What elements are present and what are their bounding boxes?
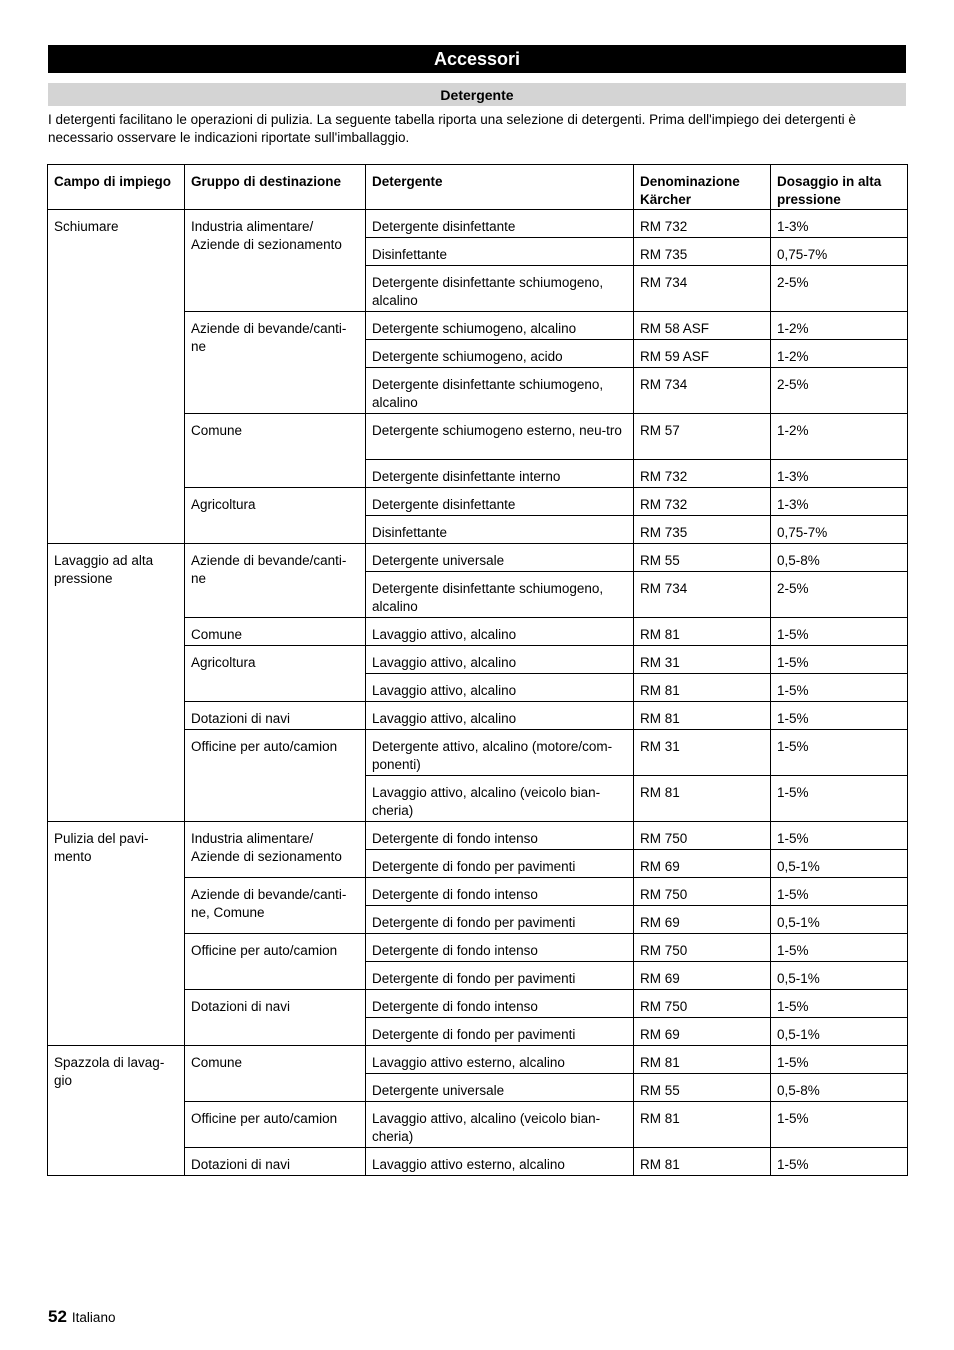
dosage-cell: 1-5% — [771, 1046, 908, 1074]
code-cell: RM 735 — [634, 516, 771, 544]
group-cell: Aziende di bevande/canti-ne — [185, 544, 366, 618]
code-cell: RM 31 — [634, 646, 771, 674]
dosage-cell: 1-3% — [771, 488, 908, 516]
dosage-cell: 1-5% — [771, 1102, 908, 1148]
code-cell: RM 750 — [634, 878, 771, 906]
code-cell: RM 81 — [634, 618, 771, 646]
detergent-cell: Detergente di fondo intenso — [366, 822, 634, 850]
detergent-cell: Detergente di fondo per pavimenti — [366, 962, 634, 990]
dosage-cell: 0,5-1% — [771, 962, 908, 990]
detergent-cell: Lavaggio attivo, alcalino — [366, 618, 634, 646]
detergent-cell: Disinfettante — [366, 238, 634, 266]
header-detergent: Detergente — [366, 165, 634, 210]
page-number: 52 — [48, 1307, 67, 1326]
detergent-cell: Detergente schiumogeno, acido — [366, 340, 634, 368]
group-cell: Agricoltura — [185, 488, 366, 544]
code-cell: RM 81 — [634, 702, 771, 730]
dosage-cell: 1-2% — [771, 312, 908, 340]
code-cell: RM 81 — [634, 1102, 771, 1148]
group-cell: Dotazioni di navi — [185, 1148, 366, 1176]
section-title: Accessori — [48, 45, 906, 73]
code-cell: RM 734 — [634, 266, 771, 312]
detergent-cell: Lavaggio attivo, alcalino (veicolo bian-cheria) — [366, 776, 634, 822]
header-application-area: Campo di impiego — [48, 165, 185, 210]
code-cell: RM 734 — [634, 572, 771, 618]
dosage-cell: 1-5% — [771, 934, 908, 962]
detergent-cell: Detergente disinfettante interno — [366, 460, 634, 488]
detergent-cell: Detergente disinfettante schiumogeno, alcalino — [366, 368, 634, 414]
code-cell: RM 69 — [634, 962, 771, 990]
detergent-cell: Detergente di fondo per pavimenti — [366, 850, 634, 878]
detergent-cell: Detergente attivo, alcalino (motore/com-ponenti) — [366, 730, 634, 776]
table-row — [48, 210, 908, 238]
code-cell: RM 58 ASF — [634, 312, 771, 340]
dosage-cell: 1-3% — [771, 460, 908, 488]
header-karcher-name: Denominazione Kärcher — [634, 165, 771, 210]
group-cell: Comune — [185, 414, 366, 488]
code-cell: RM 750 — [634, 822, 771, 850]
page-footer — [48, 1307, 115, 1327]
detergent-cell: Disinfettante — [366, 516, 634, 544]
dosage-cell: 1-5% — [771, 990, 908, 1018]
group-cell: Officine per auto/camion — [185, 730, 366, 822]
intro-paragraph: I detergenti facilitano le operazioni di pulizia. La seguente tabella riporta una selezione di detergenti. Prima dell'impiego dei detergenti è necessario osservare le indicazioni riportate sull'imballaggio. — [48, 112, 856, 145]
detergent-cell: Detergente universale — [366, 544, 634, 572]
detergent-cell: Detergente schiumogeno, alcalino — [366, 312, 634, 340]
dosage-cell: 1-5% — [771, 776, 908, 822]
group-cell: Officine per auto/camion — [185, 1102, 366, 1148]
footer-language: Italiano — [71, 1310, 116, 1325]
detergent-cell: Lavaggio attivo esterno, alcalino — [366, 1046, 634, 1074]
table-row — [48, 544, 908, 572]
table-header-row — [48, 165, 908, 210]
detergent-table — [47, 164, 908, 1176]
code-cell: RM 81 — [634, 1148, 771, 1176]
dosage-cell: 1-2% — [771, 340, 908, 368]
detergent-cell: Lavaggio attivo esterno, alcalino — [366, 1148, 634, 1176]
code-cell: RM 750 — [634, 990, 771, 1018]
area-cell: Spazzola di lavag-gio — [48, 1046, 185, 1176]
dosage-cell: 1-5% — [771, 646, 908, 674]
dosage-cell: 0,5-1% — [771, 906, 908, 934]
table-row — [48, 822, 908, 850]
dosage-cell: 1-5% — [771, 702, 908, 730]
dosage-cell: 0,5-1% — [771, 850, 908, 878]
group-cell: Aziende di bevande/canti-ne — [185, 312, 366, 414]
detergent-cell: Detergente di fondo intenso — [366, 934, 634, 962]
detergent-cell: Detergente di fondo per pavimenti — [366, 1018, 634, 1046]
header-target-group: Gruppo di destinazione — [185, 165, 366, 210]
table-row — [48, 1046, 908, 1074]
group-cell: Industria alimentare/ Aziende di sezionamento — [185, 210, 366, 312]
dosage-cell: 1-3% — [771, 210, 908, 238]
dosage-cell: 2-5% — [771, 368, 908, 414]
code-cell: RM 732 — [634, 488, 771, 516]
detergent-cell: Lavaggio attivo, alcalino — [366, 646, 634, 674]
detergent-cell: Detergente di fondo per pavimenti — [366, 906, 634, 934]
dosage-cell: 2-5% — [771, 572, 908, 618]
detergent-cell: Detergente disinfettante schiumogeno, alcalino — [366, 266, 634, 312]
code-cell: RM 81 — [634, 674, 771, 702]
dosage-cell: 1-5% — [771, 878, 908, 906]
dosage-cell: 0,5-8% — [771, 1074, 908, 1102]
detergent-cell: Detergente schiumogeno esterno, neu-tro — [366, 414, 634, 460]
dosage-cell: 1-5% — [771, 618, 908, 646]
dosage-cell: 0,5-8% — [771, 544, 908, 572]
dosage-cell: 1-5% — [771, 822, 908, 850]
detergent-cell: Lavaggio attivo, alcalino — [366, 702, 634, 730]
group-cell: Agricoltura — [185, 646, 366, 702]
code-cell: RM 81 — [634, 776, 771, 822]
detergent-cell: Detergente disinfettante — [366, 488, 634, 516]
code-cell: RM 55 — [634, 1074, 771, 1102]
code-cell: RM 81 — [634, 1046, 771, 1074]
detergent-cell: Lavaggio attivo, alcalino (veicolo bian-cheria) — [366, 1102, 634, 1148]
dosage-cell: 0,75-7% — [771, 238, 908, 266]
area-cell: Pulizia del pavi-mento — [48, 822, 185, 1046]
dosage-cell: 1-2% — [771, 414, 908, 460]
code-cell: RM 69 — [634, 1018, 771, 1046]
code-cell: RM 69 — [634, 906, 771, 934]
detergent-cell: Detergente disinfettante — [366, 210, 634, 238]
group-cell: Industria alimentare/ Aziende di sezionamento — [185, 822, 366, 878]
area-cell: Schiumare — [48, 210, 185, 544]
group-cell: Officine per auto/camion — [185, 934, 366, 990]
code-cell: RM 750 — [634, 934, 771, 962]
subsection-title: Detergente — [48, 83, 906, 106]
detergent-cell: Detergente di fondo intenso — [366, 990, 634, 1018]
code-cell: RM 57 — [634, 414, 771, 460]
dosage-cell: 1-5% — [771, 674, 908, 702]
detergent-cell: Detergente disinfettante schiumogeno, alcalino — [366, 572, 634, 618]
code-cell: RM 69 — [634, 850, 771, 878]
header-dosage: Dosaggio in alta pressione — [771, 165, 908, 210]
detergent-cell: Lavaggio attivo, alcalino — [366, 674, 634, 702]
dosage-cell: 1-5% — [771, 1148, 908, 1176]
code-cell: RM 735 — [634, 238, 771, 266]
code-cell: RM 732 — [634, 460, 771, 488]
dosage-cell: 1-5% — [771, 730, 908, 776]
group-cell: Dotazioni di navi — [185, 990, 366, 1046]
group-cell: Dotazioni di navi — [185, 702, 366, 730]
dosage-cell: 0,75-7% — [771, 516, 908, 544]
group-cell: Aziende di bevande/canti-ne, Comune — [185, 878, 366, 934]
group-cell: Comune — [185, 1046, 366, 1102]
detergent-cell: Detergente di fondo intenso — [366, 878, 634, 906]
code-cell: RM 732 — [634, 210, 771, 238]
code-cell: RM 59 ASF — [634, 340, 771, 368]
code-cell: RM 31 — [634, 730, 771, 776]
code-cell: RM 734 — [634, 368, 771, 414]
code-cell: RM 55 — [634, 544, 771, 572]
group-cell: Comune — [185, 618, 366, 646]
dosage-cell: 0,5-1% — [771, 1018, 908, 1046]
detergent-cell: Detergente universale — [366, 1074, 634, 1102]
area-cell: Lavaggio ad alta pressione — [48, 544, 185, 822]
dosage-cell: 2-5% — [771, 266, 908, 312]
